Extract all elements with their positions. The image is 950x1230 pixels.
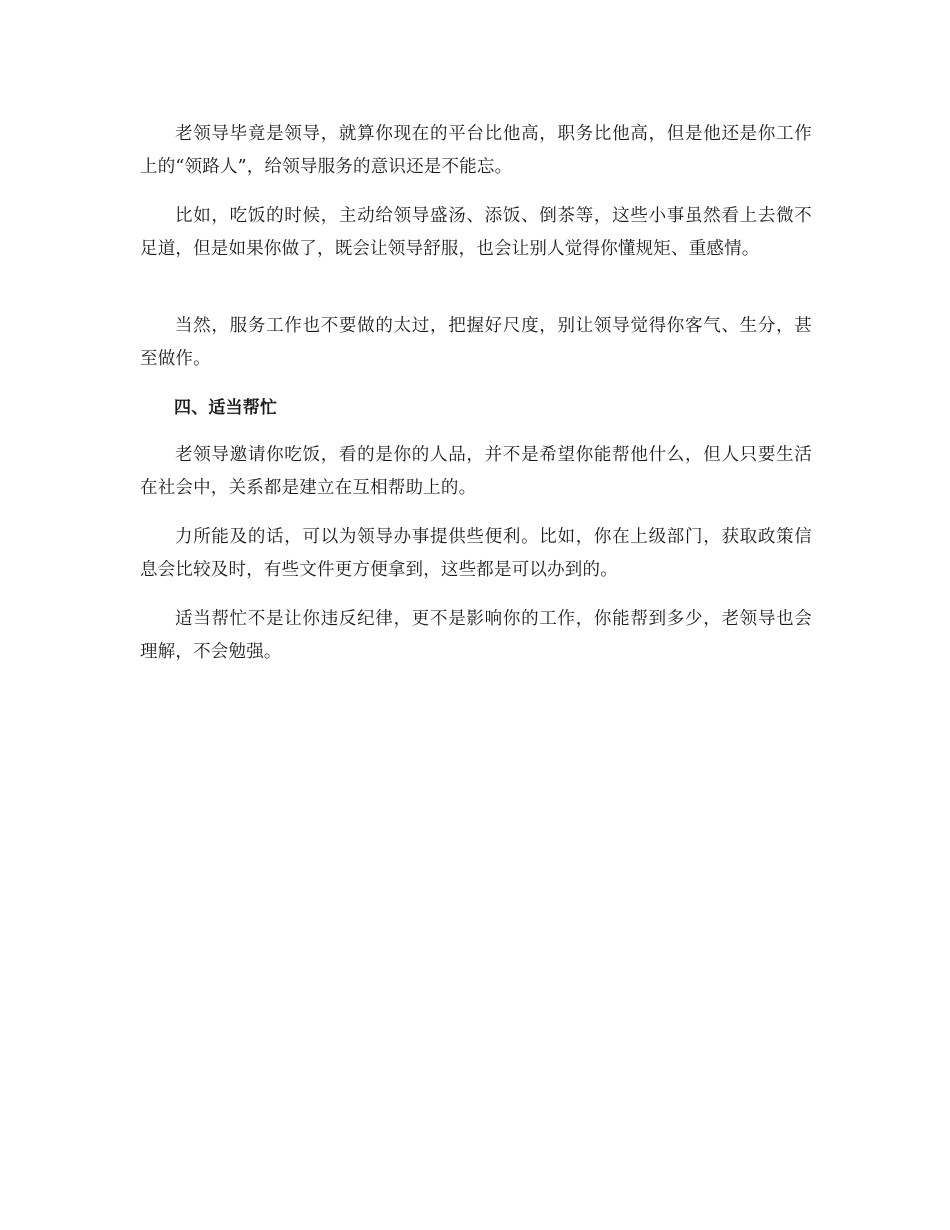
section-heading: 四、适当帮忙 (174, 398, 278, 418)
paragraph-3: 当然，服务工作也不要做的太过，把握好尺度，别让领导觉得你客气、生分，甚至做作。 (140, 316, 812, 369)
section-paragraph-3: 适当帮忙不是让你违反纪律，更不是影响你的工作，你能帮到多少，老领导也会理解，不会勉强。 (140, 609, 812, 662)
document-body (140, 118, 812, 685)
section-paragraph-1: 老领导邀请你吃饭，看的是你的人品，并不是希望你能帮他什么，但人只要生活在社会中，关系都是建立在互相帮助上的。 (140, 445, 812, 498)
section-paragraph-2: 力所能及的话，可以为领导办事提供些便利。比如，你在上级部门，获取政策信息会比较及时，有些文件更方便拿到，这些都是可以办到的。 (140, 527, 812, 580)
paragraph-2: 比如，吃饭的时候，主动给领导盛汤、添饭、倒茶等，这些小事虽然看上去微不足道，但是如果你做了，既会让领导舒服，也会让别人觉得你懂规矩、重感情。 (140, 206, 812, 259)
paragraph-1: 老领导毕竟是领导，就算你现在的平台比他高，职务比他高，但是他还是你工作上的“领路人”，给领导服务的意识还是不能忘。 (140, 124, 812, 177)
